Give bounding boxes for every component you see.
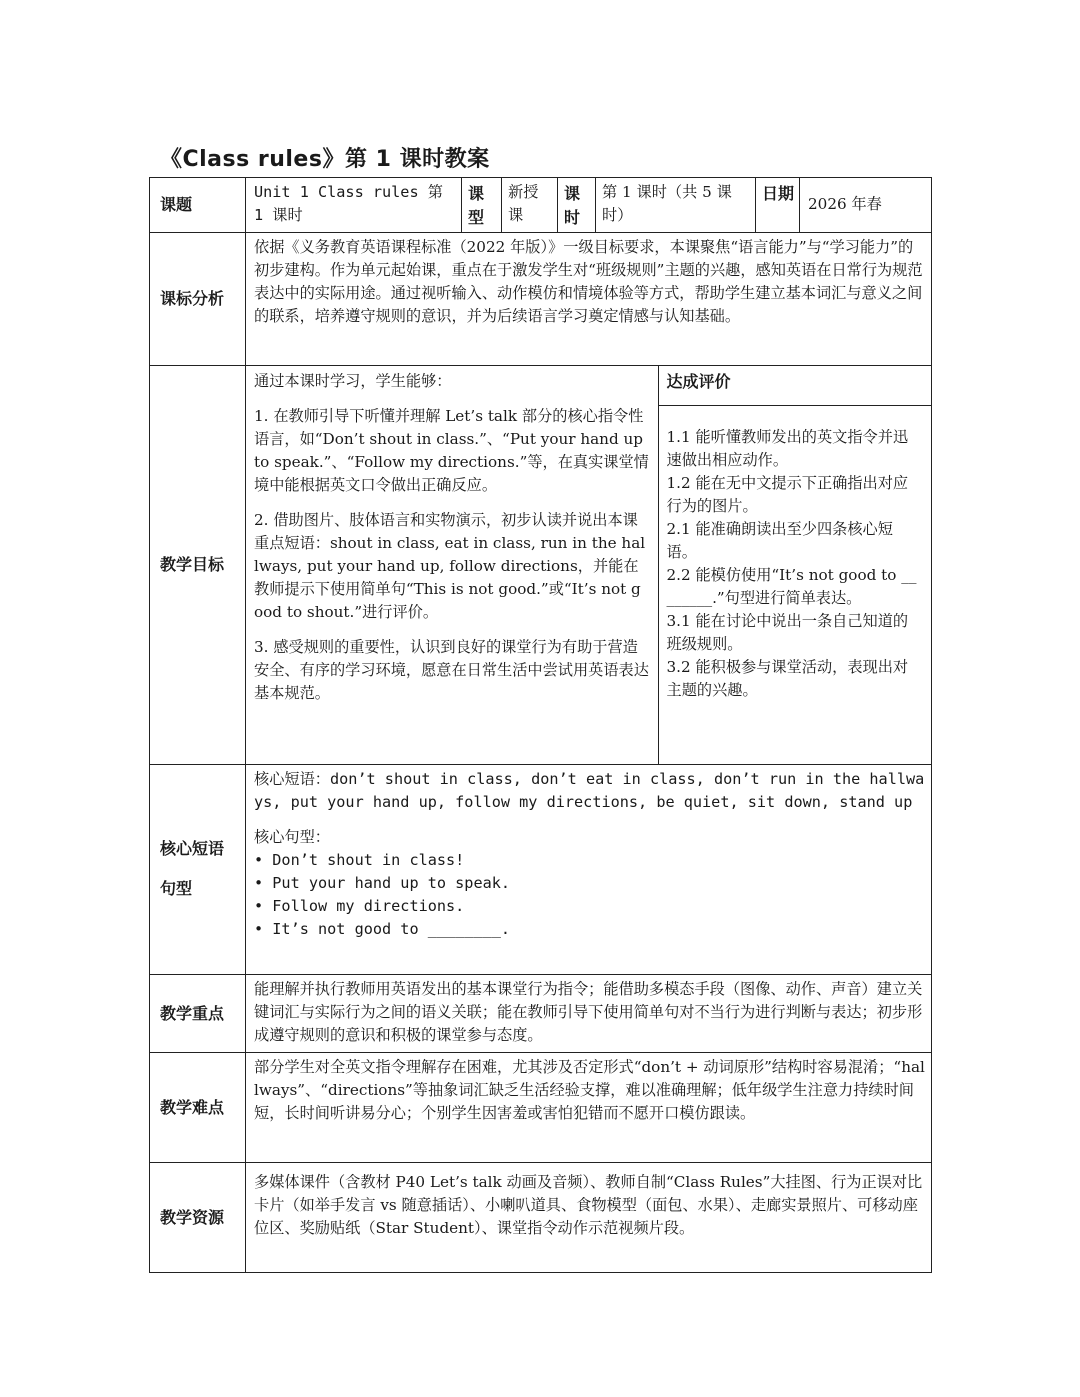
evaluation-item: 3.2 能积极参与课堂活动，表现出对主题的兴趣。 [666, 658, 909, 699]
core-sentence: • Don’t shout in class! [254, 851, 465, 869]
header-row [150, 178, 932, 233]
evaluation-item: 2.1 能准确朗读出至少四条核心短语。 [666, 520, 893, 561]
standards-text: 依据《义务教育英语课程标准（2022 年版）》一级目标要求，本课聚焦“语言能力”与“学习能力”的初步建构。作为单元起始课，重点在于激发学生对“班级规则”主题的兴趣，感知英语在日常行为规范表达中的实际用途。通过视听输入、动作模仿和情境体验等方式，帮助学生建立基本词汇与意义之间的联系，培养遵守规则的意识，并为后续语言学习奠定情感与认知基础。 [246, 233, 932, 366]
difficulties-row [150, 1053, 932, 1163]
core-sentence: • Follow my directions. [254, 897, 465, 915]
resources-label: 教学资源 [150, 1163, 246, 1273]
topic-value: Unit 1 Class rules 第 1 课时 [246, 178, 462, 233]
resources-row [150, 1163, 932, 1273]
standards-row [150, 233, 932, 366]
goals-list [246, 366, 658, 764]
lesson-plan-table [149, 177, 932, 1273]
date-value: 2026 年春 [800, 178, 932, 233]
core-phrases-title: 核心短语： [254, 770, 330, 788]
core-sentences-title: 核心句型： [254, 828, 330, 846]
date-label: 日期 [756, 178, 800, 233]
topic-label: 课题 [150, 178, 246, 233]
resources-text: 多媒体课件（含教材 P40 Let’s talk 动画及音频）、教师自制“Class Rules”大挂图、行为正误对比卡片（如举手发言 vs 随意插话）、小喇叭道具、食物模型（面包、水果）、走廊实景照片、可移动座位区、奖励贴纸（Star Student）、课堂指令动作示范视频片段。 [246, 1163, 932, 1273]
standards-label: 课标分析 [150, 233, 246, 366]
goals-intro: 通过本课时学习，学生能够： [254, 372, 452, 390]
key-points-text: 能理解并执行教师用英语发出的基本课堂行为指令；能借助多模态手段（图像、动作、声音）建立关键词汇与实际行为之间的语义关联；能在教师引导下使用简单句对不当行为进行判断与表达；初步形成遵守规则的意识和积极的课堂参与态度。 [246, 975, 932, 1053]
key-points-label: 教学重点 [150, 975, 246, 1053]
core-row [150, 765, 932, 975]
evaluation-heading: 达成评价 [666, 372, 731, 391]
goal-item: 3. 感受规则的重要性，认识到良好的课堂行为有助于营造安全、有序的学习环境，愿意在日常生活中尝试用英语表达基本规范。 [254, 638, 649, 702]
evaluation-item: 2.2 能模仿使用“It’s not good to ________.”句型进行简单表达。 [666, 566, 917, 607]
goals-label: 教学目标 [150, 366, 246, 765]
period-value: 第 1 课时（共 5 课时） [596, 178, 756, 233]
evaluation-item: 3.1 能在讨论中说出一条自己知道的班级规则。 [666, 612, 909, 653]
core-sentence: • It’s not good to ________. [254, 920, 511, 938]
evaluation-item: 1.2 能在无中文提示下正确指出对应行为的图片。 [666, 474, 909, 515]
page-title: 《Class rules》第 1 课时教案 [160, 147, 490, 172]
difficulties-label: 教学难点 [150, 1053, 246, 1163]
evaluation-item: 1.1 能听懂教师发出的英文指令并迅速做出相应动作。 [666, 428, 909, 469]
core-sentence: • Put your hand up to speak. [254, 874, 511, 892]
type-label: 课型 [462, 178, 502, 233]
goal-item: 1. 在教师引导下听懂并理解 Let’s talk 部分的核心指令性语言，如“Don’t shout in class.”、“Put your hand up to speak.”、“Follow my directions.”等，在真实课堂情境中能根据英文口令做出正确反应。 [254, 407, 649, 494]
goals-cell [246, 366, 932, 765]
core-label: 核心短语句型 [150, 765, 246, 975]
difficulties-text: 部分学生对全英文指令理解存在困难，尤其涉及否定形式“don’t + 动词原形”结构时容易混淆；“hallways”、“directions”等抽象词汇缺乏生活经验支撑，难以准确理解；低年级学生注意力持续时间短，长时间听讲易分心；个别学生因害羞或害怕犯错而不愿开口模仿跟读。 [246, 1053, 932, 1163]
core-cell [246, 765, 932, 975]
type-value: 新授课 [502, 178, 558, 233]
period-label: 课时 [558, 178, 596, 233]
goal-item: 2. 借助图片、肢体语言和实物演示，初步认读并说出本课重点短语：shout in class, eat in class, run in the hallways, put your hand up, follow directions，并能在教师提示下使用简单句“This is not good.”或“It’s not good to shout.”进行评价。 [254, 511, 646, 621]
evaluation-panel [658, 366, 931, 764]
key-points-row [150, 975, 932, 1053]
goals-split-table [246, 366, 931, 764]
core-phrases: don’t shout in class, don’t eat in class, don’t run in the hallways, put your hand up, follow my directions, be quiet, sit down, stand up [254, 770, 925, 811]
goals-row [150, 366, 932, 765]
